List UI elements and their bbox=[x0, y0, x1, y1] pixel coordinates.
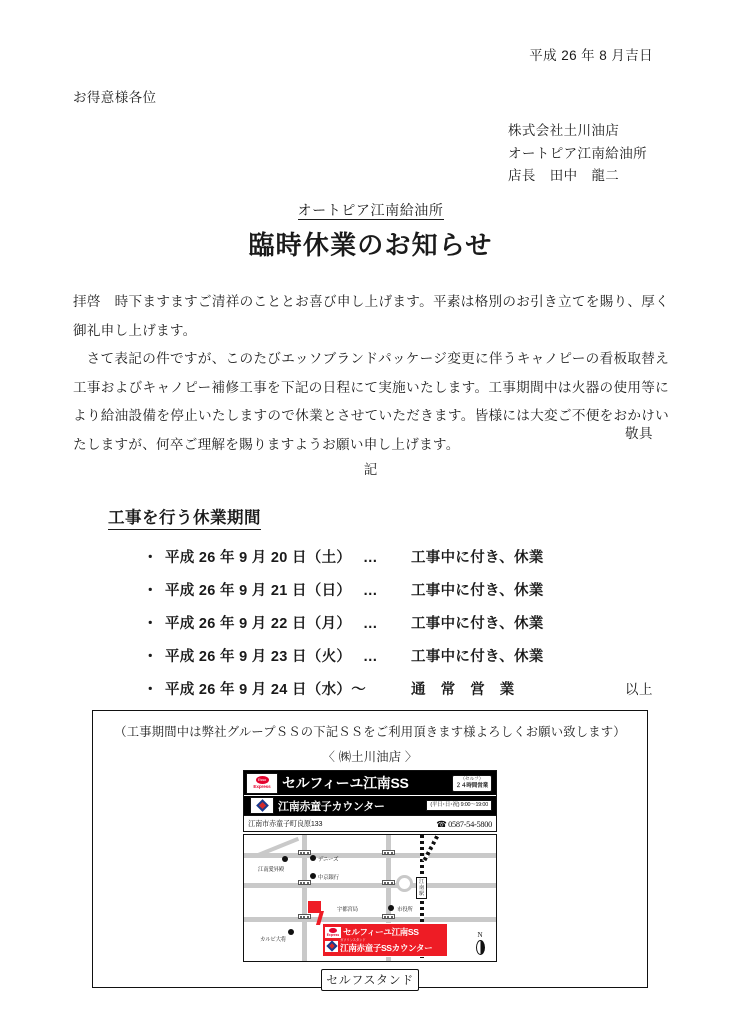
map-signal-icon bbox=[298, 850, 311, 855]
station-address: 江南市赤童子町良原133 bbox=[248, 818, 323, 828]
schedule-list bbox=[143, 546, 544, 711]
mobil-diamond-shape bbox=[256, 799, 269, 812]
schedule-heading bbox=[108, 504, 261, 528]
list-item bbox=[143, 645, 544, 678]
schedule-note: 工事中に付き、休業 bbox=[411, 649, 544, 665]
bullet-marker: ・ bbox=[143, 550, 158, 566]
self-badge-line1: （セルフ） bbox=[460, 776, 484, 782]
compass-north-label: N bbox=[477, 931, 483, 939]
document-subtitle-text: オートピア江南給油所 bbox=[297, 202, 444, 218]
schedule-note: 工事中に付き、休業 bbox=[411, 583, 544, 599]
sender-company: 株式会社土川油店 bbox=[508, 123, 620, 138]
map-signal-icon bbox=[298, 880, 311, 885]
bullet-marker: ・ bbox=[143, 682, 158, 698]
telephone-icon: ☎ bbox=[436, 819, 447, 829]
map-callout-small-label: ガソリンスタンド bbox=[340, 938, 366, 942]
map-box bbox=[92, 710, 648, 988]
esso-sub-text: Express bbox=[253, 784, 271, 789]
ijo-marker: 以上 bbox=[625, 682, 653, 697]
map-callout-counter-name: 江南赤童子SSカウンター bbox=[340, 943, 433, 953]
self-stand-label: セルフスタンド bbox=[321, 969, 419, 991]
map-poi-dot bbox=[288, 929, 294, 935]
map-poi-dot bbox=[282, 856, 288, 862]
map-label-station: 江南駅 bbox=[416, 877, 427, 899]
mobil-diamond-shape bbox=[326, 940, 337, 951]
self-service-badge bbox=[452, 775, 492, 792]
schedule-dots: … bbox=[363, 583, 378, 599]
schedule-date: 平成 26 年 9 月 24 日（水）～ bbox=[165, 682, 366, 698]
body-paragraph-1: 拝啓 時下ますますご清祥のこととお喜び申し上げます。平素は格別のお引き立てを賜り、厚く御礼申し上げます。 bbox=[73, 294, 669, 338]
station-sign bbox=[243, 770, 497, 832]
ki-marker: 記 bbox=[363, 462, 378, 477]
map-label-city-hall: 市役所 bbox=[397, 907, 413, 913]
schedule-dots: … bbox=[363, 649, 378, 665]
mobil-logo-icon bbox=[250, 797, 274, 814]
esso-sub-text: Express bbox=[326, 932, 340, 937]
schedule-note: 工事中に付き、休業 bbox=[411, 616, 544, 632]
map-poi-dot bbox=[388, 905, 394, 911]
map-signal-icon bbox=[382, 914, 395, 919]
schedule-dots: … bbox=[363, 550, 378, 566]
bullet-marker: ・ bbox=[143, 616, 158, 632]
map-callout bbox=[322, 923, 448, 957]
bullet-marker: ・ bbox=[143, 583, 158, 599]
map-callout-row-primary bbox=[325, 925, 445, 939]
body-text bbox=[73, 288, 669, 459]
hours-badge: (平日･日･祝) 9:00～19:00 bbox=[426, 800, 492, 811]
map-roundabout bbox=[396, 875, 413, 892]
map-signal-icon bbox=[298, 914, 311, 919]
map-label-denny: デニーズ bbox=[318, 857, 339, 863]
date-line: 平成 26 年 8 月吉日 bbox=[529, 48, 653, 63]
schedule-date: 平成 26 年 9 月 21 日（日） bbox=[165, 583, 352, 599]
esso-logo-icon bbox=[325, 927, 341, 938]
document-subtitle bbox=[0, 200, 741, 220]
list-item bbox=[143, 678, 544, 711]
map-poi-dot bbox=[310, 855, 316, 861]
list-item bbox=[143, 546, 544, 579]
station-sign-primary-row bbox=[244, 771, 496, 795]
list-item bbox=[143, 579, 544, 612]
map-callout-row-secondary bbox=[325, 939, 445, 953]
map-box-company: 〈 ㈱土川油店 〉 bbox=[322, 750, 418, 764]
list-item bbox=[143, 612, 544, 645]
map-poi-dot bbox=[310, 873, 316, 879]
schedule-date: 平成 26 年 9 月 23 日（火） bbox=[165, 649, 352, 665]
station-name: セルフィーユ江南SS bbox=[282, 775, 409, 791]
schedule-note: 通 常 営 業 bbox=[411, 682, 515, 698]
mobil-logo-icon bbox=[325, 941, 338, 952]
map-label-karubi: カルビ大将 bbox=[260, 937, 286, 943]
schedule-note: 工事中に付き、休業 bbox=[411, 550, 544, 566]
body-paragraph-2: さて表記の件ですが、このたびエッソブランドパッケージ変更に伴うキャノピーの看板取替え工事およびキャノピー補修工事を下記の日程にて実施いたします。工事期間中は火器の使用等により給油設備を停止いたしますので休業とさせていただきます。皆様には大変ご不便をおかけいたしますが、何卒ご理解を賜りますようお願い申し上げます。 bbox=[73, 351, 669, 452]
schedule-heading-text: 工事を行う休業期間 bbox=[108, 509, 261, 530]
map-label-aishoden: 江南愛昇殿 bbox=[258, 867, 284, 873]
station-telephone-number: 0587-54-5800 bbox=[448, 819, 492, 829]
station-sign-secondary-row bbox=[244, 795, 496, 815]
sender-block bbox=[508, 120, 647, 188]
map-road-horizontal-mid bbox=[244, 883, 497, 888]
map-signal-icon bbox=[382, 850, 395, 855]
map-label-bank: 中京銀行 bbox=[318, 875, 339, 881]
schedule-date: 平成 26 年 9 月 22 日（月） bbox=[165, 616, 352, 632]
map-box-note: （工事期間中は弊社グループＳＳの下記ＳＳをご利用頂きます様よろしくお願い致します） bbox=[114, 725, 626, 739]
counter-name: 江南赤童子カウンター bbox=[278, 800, 385, 813]
compass-needle bbox=[476, 940, 485, 955]
bullet-marker: ・ bbox=[143, 649, 158, 665]
sender-manager: 店長 田中 龍二 bbox=[508, 168, 620, 183]
schedule-dots: … bbox=[363, 616, 378, 632]
self-badge-line2: ２４時間営業 bbox=[455, 782, 488, 789]
map-callout-station-name: セルフィーユ江南SS bbox=[343, 927, 419, 937]
map-signal-icon bbox=[382, 880, 395, 885]
map-road-horizontal-low bbox=[244, 917, 497, 922]
location-map bbox=[243, 834, 497, 962]
closing-marker: 敬具 bbox=[625, 426, 653, 441]
sender-branch: オートピア江南給油所 bbox=[508, 145, 647, 161]
map-callout-counter-group bbox=[340, 938, 432, 954]
station-sign-contact-row bbox=[244, 815, 496, 831]
map-label-post-office: 宇都宮局 bbox=[337, 907, 358, 913]
station-telephone bbox=[436, 819, 492, 829]
addressee: お得意様各位 bbox=[73, 90, 157, 105]
page-title: 臨時休業のお知らせ bbox=[248, 230, 493, 260]
esso-logo-icon bbox=[246, 773, 278, 794]
compass-icon bbox=[472, 931, 488, 955]
esso-brand-text: Esso bbox=[256, 776, 269, 784]
schedule-date: 平成 26 年 9 月 20 日（土） bbox=[165, 550, 352, 566]
